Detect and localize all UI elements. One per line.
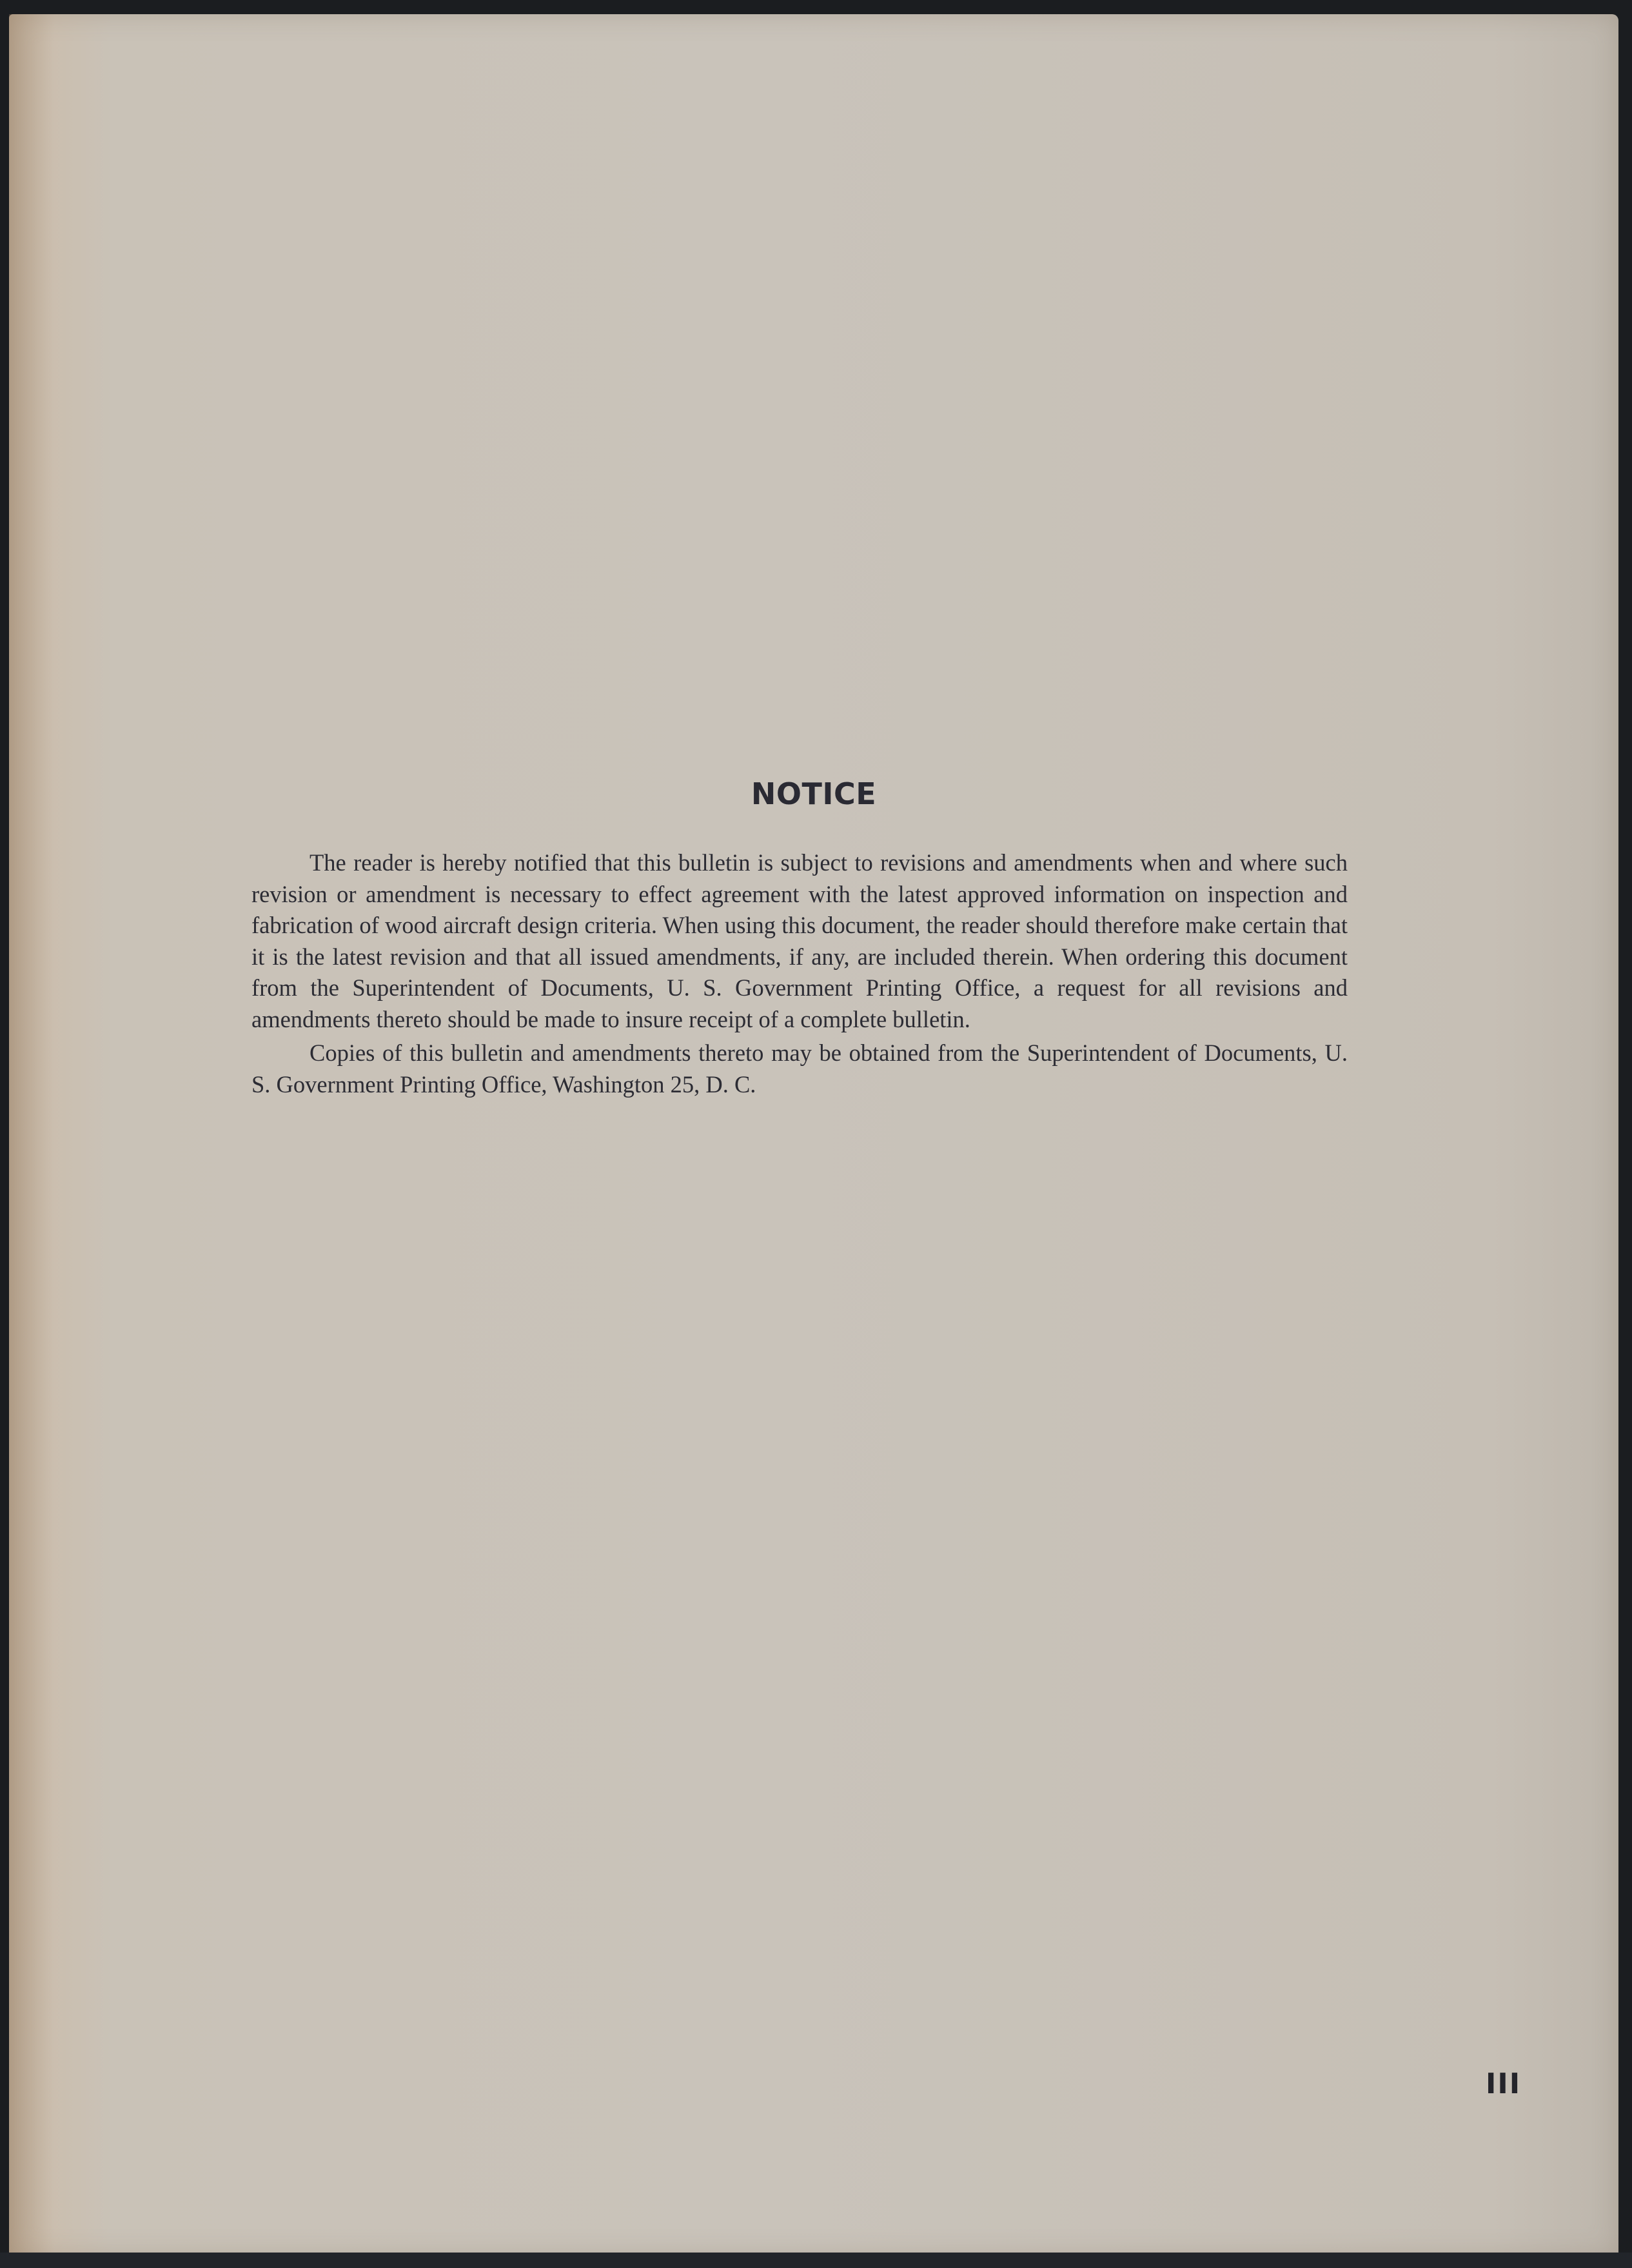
notice-body xyxy=(251,847,1348,1103)
notice-paragraph-2: Copies of this bulletin and amendments thereto may be obtained from the Superintendent of Documents, U. S. Government Printing Office, Washington 25, D. C. xyxy=(251,1040,1348,1098)
notice-title: NOTICE xyxy=(751,776,877,811)
notice-paragraph-1: The reader is hereby notified that this bulletin is subject to revisions and amendments when and where such revision or amendment is necessary to effect agreement with the latest approved information on inspection and fabrication of wood aircraft design criteria. When using this document, the reader should therefore make certain that it is the latest revision and that all issued amendments, if any, are included therein. When ordering this document from the Superintendent of Documents, U. S. Government Printing Office, a request for all revisions and amendments thereto should be made to insure receipt of a complete bulletin. xyxy=(251,849,1348,1032)
page-number: III xyxy=(1486,2067,1522,2100)
spine-shadow xyxy=(9,14,54,2256)
document-page xyxy=(9,14,1618,2256)
scan-bottom-edge xyxy=(0,2253,1632,2268)
